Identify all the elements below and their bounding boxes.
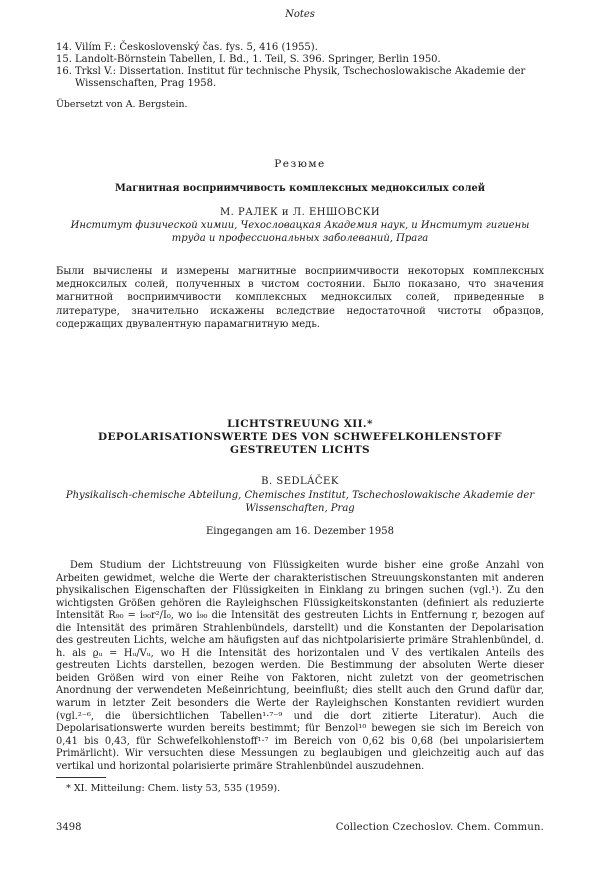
article-title-line: GESTREUTEN LICHTS (229, 444, 371, 456)
reference-text: Landolt-Börnstein Tabellen, I. Bd., 1. Teil, S. 396. Springer, Berlin 1950. (75, 54, 441, 65)
translator-note: Übersetzt von A. Bergstein. (56, 99, 188, 110)
resume-authors: М. РАЛЕК и Л. ЕНШОВСКИ (219, 207, 381, 218)
page-footer (56, 822, 544, 833)
resume-institute: Институт физической химии, Чехословацкая Академия наук, и Институт гигиены труда и профессиональных заболеваний, Прага (70, 220, 530, 244)
footnote-divider (56, 777, 106, 778)
resume-title: Магнитная восприимчивость комплексных медноксилых солей (115, 183, 485, 194)
reference-number: 15. (56, 54, 72, 65)
resume-abstract: Были вычислены и измерены магнитные восприимчивости некоторых комплексных медноксилых солей, полученных в чистом состоянии. Было показано, что значения магнитной восприимчивости комплексных медноксилых солей, приведенные в литературе, значительно искажены вследствие недостаточной чистоты образцов, содержащих двувалентную парамагнитную медь. (56, 266, 544, 330)
reference-item (56, 66, 544, 90)
running-head: Notes (285, 9, 315, 20)
article-body: Dem Studium der Lichtstreuung von Flüssigkeiten wurde bisher eine große Anzahl von Arbeiten gewidmet, welche die Werte der charakteristischen Streuungskonstanten mit anderen physikalischen Eigenschaften der Flüssigkeiten in Einklang zu bringen suchen (vgl.¹). Zu den wichtigsten Größen gehören die Rayleighschen Flüssigkeitskonstanten (definiert als reduzierte Intensität R₉₀ = i₉₀r²/I₀, wo i₉₀ die Intensität des gestreuten Lichts in Entfernung r, bezogen auf die Intensität des primären Strahlenbündels, darstellt) und die Konstanten der Depolarisation des gestreuten Lichts, welche am häufigsten auf das nichtpolarisierte primäre Strahlenbündel, d. h. als ϱᵤ = Hᵤ/Vᵤ, wo H die Intensität des horizontalen und V des vertikalen Anteils des gestreuten Lichts darstellen, bezogen werden. Die Bestimmung der absoluten Werte dieser beiden Größen wird von einer Reihe von Faktoren, nicht zuletzt von der geometrischen Anordnung der verwendeten Meßeinrichtung, beeinflußt; dies stellt auch den Grund dafür dar, warum in letzter Zeit besonders die Werte der Rayleighschen Konstanten revidiert wurden (vgl.²⁻⁶, die übersichtlichen Tabellen¹·⁷⁻⁹ und die dort zitierte Literatur). Auch die Depolarisationswerte wurden bereits bestimmt; für Benzol¹⁰ bewegen sie sich im Bereich von 0,41 bis 0,43, für Schwefelkohlenstoff¹·⁷ im Bereich von 0,62 bis 0,68 (bei unpolarisiertem Primärlicht). Wir versuchten diese Messungen zu beglaubigen und gleichzeitig auch auf das vertikal und horizontal polarisierte primäre Strahlenbündel auszudehnen. (56, 560, 544, 772)
article-title-line: DEPOLARISATIONSWERTE DES VON SCHWEFELKOHLENSTOFF (97, 431, 503, 443)
article-author: B. SEDLÁČEK (261, 476, 339, 487)
page (56, 0, 544, 870)
reference-text: Trksl V.: Dissertation. Institut für technische Physik, Tschechoslowakische Akademie der Wissenschaften, Prag 1958. (75, 66, 526, 89)
article-title (56, 418, 544, 457)
reference-item (56, 54, 544, 66)
reference-number: 14. (56, 42, 72, 53)
journal-name: Collection Czechoslov. Chem. Commun. (335, 822, 544, 833)
resume-heading: Резюме (274, 158, 326, 170)
reference-list (56, 42, 544, 90)
reference-text: Vilím F.: Československý čas. fys. 5, 416 (1955). (75, 42, 318, 53)
article-received-date: Eingegangen am 16. Dezember 1958 (205, 526, 395, 537)
article-institute: Physikalisch-chemische Abteilung, Chemisches Institut, Tschechoslowakische Akademie der Wissenschaften, Prag (65, 490, 535, 514)
reference-number: 16. (56, 66, 72, 77)
page-number: 3498 (56, 822, 82, 833)
article-title-line: LICHTSTREUUNG XII.* (227, 418, 373, 430)
reference-item (56, 42, 544, 54)
footnote: * XI. Mitteilung: Chem. listy 53, 535 (1959). (66, 783, 281, 794)
